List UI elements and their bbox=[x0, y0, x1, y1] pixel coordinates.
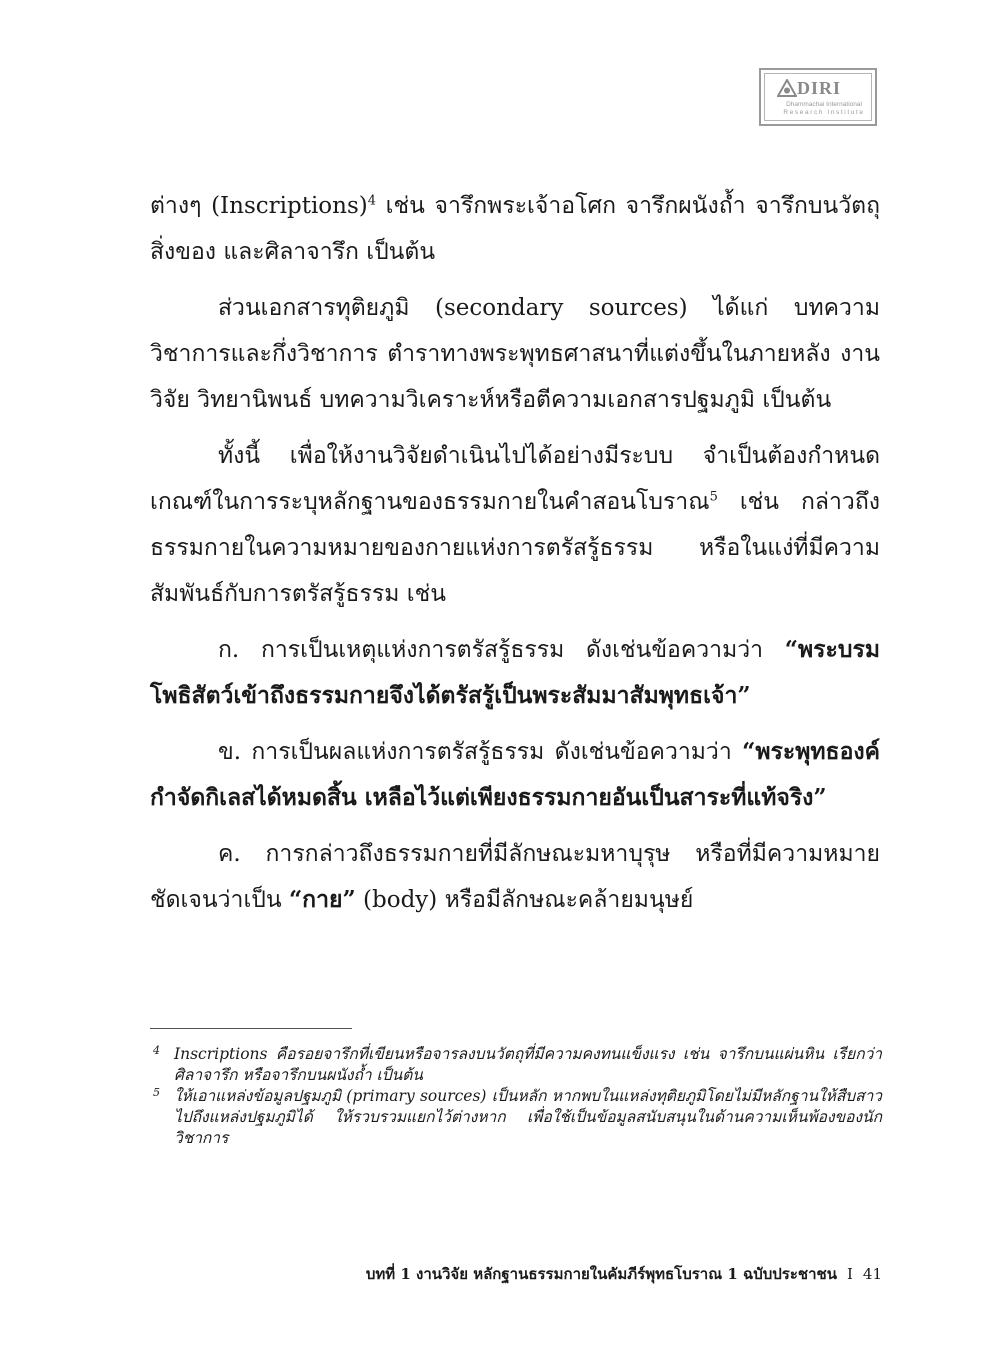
logo-triangle-icon bbox=[777, 79, 797, 97]
footnote-4-text: Inscriptions คือรอยจารึกที่เขียนหรือจารลงบนวัตถุที่มีความคงทนแข็งแรง เช่น จารึกบนแผ่นหิน เรียกว่า ศิลาจารึก หรือจารึกบนผนังถ้ำ เป็นต้น bbox=[174, 1045, 882, 1084]
footnotes bbox=[150, 1044, 882, 1149]
criterion-b bbox=[150, 729, 880, 821]
logo-subtitle-1: Dhammachai International bbox=[786, 101, 862, 108]
paragraph-criteria-end: เช่น กล่าวถึงธรรมกายในความหมายของกายแห่งการตรัสรู้ธรรม หรือในแง่ที่มีความสัมพันธ์กับการตรัสรู้ธรรม เช่น bbox=[150, 489, 880, 607]
footnote-ref-4: 4 bbox=[367, 193, 377, 209]
footer-separator: I bbox=[846, 1265, 853, 1283]
body-text bbox=[150, 183, 880, 933]
paragraph-criteria bbox=[150, 433, 880, 617]
footer-chapter-title: บทที่ 1 งานวิจัย หลักฐานธรรมกายในคัมภีร์พุทธโบราณ 1 ฉบับประชาชน bbox=[365, 1265, 837, 1283]
paragraph-inscriptions bbox=[150, 183, 880, 275]
page-number: 41 bbox=[862, 1265, 882, 1283]
footnote-5 bbox=[150, 1086, 882, 1149]
criterion-a-quote: “พระบรมโพธิสัตว์เข้าถึงธรรมกายจึงได้ตรัสรู้เป็นพระสัมมาสัมพุทธเจ้า” bbox=[150, 636, 880, 709]
criterion-a-text: ก. การเป็นเหตุแห่งการตรัสรู้ธรรม ดังเช่นข้อความว่า bbox=[218, 637, 785, 663]
footnote-ref-5: 5 bbox=[709, 489, 718, 505]
diri-logo bbox=[759, 68, 877, 126]
criterion-c-quote: “กาย” bbox=[288, 886, 356, 913]
logo-name: DIRI bbox=[797, 78, 842, 98]
criterion-b-text: ข. การเป็นผลแห่งการตรัสรู้ธรรม ดังเช่นข้อความว่า bbox=[218, 739, 743, 765]
paragraph-secondary-sources: ส่วนเอกสารทุติยภูมิ (secondary sources) ได้แก่ บทความวิชาการและกึ่งวิชาการ ตำราทางพระพุทธศาสนาที่แต่งขึ้นในภายหลัง งานวิจัย วิทยานิพนธ์ บทความวิเคราะห์หรือตีความเอกสารปฐมภูมิ เป็นต้น bbox=[150, 295, 880, 413]
footnote-4 bbox=[150, 1044, 882, 1086]
criterion-c bbox=[150, 831, 880, 923]
footnote-divider bbox=[150, 1028, 352, 1029]
paragraph-inscriptions-end: เช่น จารึกพระเจ้าอโศก จารึกผนังถ้ำ จารึกบนวัตถุสิ่งของ และศิลาจารึก เป็นต้น bbox=[150, 193, 880, 265]
footnote-4-number: 4 bbox=[153, 1044, 160, 1057]
footnote-5-number: 5 bbox=[153, 1086, 160, 1099]
page-footer bbox=[300, 1262, 882, 1286]
logo-subtitle-2: Research Institute bbox=[783, 109, 865, 116]
logo-frame bbox=[764, 73, 872, 121]
criterion-c-text: ค. การกล่าวถึงธรรมกายที่มีลักษณะมหาบุรุษ หรือที่มีความหมายชัดเจนว่าเป็น bbox=[150, 841, 880, 913]
criterion-b-quote: “พระพุทธองค์กำจัดกิเลสได้หมดสิ้น เหลือไว้แต่เพียงธรรมกายอันเป็นสาระที่แท้จริง” bbox=[150, 738, 880, 811]
criterion-c-end: (body) หรือมีลักษณะคล้ายมนุษย์ bbox=[355, 887, 694, 913]
criterion-a bbox=[150, 627, 880, 719]
paragraph-criteria-start: ทั้งนี้ เพื่อให้งานวิจัยดำเนินไปได้อย่างมีระบบ จำเป็นต้องกำหนดเกณฑ์ในการระบุหลักฐานของธรรมกายในคำสอนโบราณ bbox=[150, 443, 880, 515]
paragraph-inscriptions-start: ต่างๆ (Inscriptions) bbox=[150, 193, 368, 219]
footnote-5-text: ให้เอาแหล่งข้อมูลปฐมภูมิ (primary sources) เป็นหลัก หากพบในแหล่งทุติยภูมิโดยไม่มีหลักฐานให้สืบสาวไปถึงแหล่งปฐมภูมิได้ ให้รวบรวมแยกไว้ต่างหาก เพื่อใช้เป็นข้อมูลสนับสนุนในด้านความเห็นพ้องของนักวิชาการ bbox=[174, 1087, 882, 1147]
